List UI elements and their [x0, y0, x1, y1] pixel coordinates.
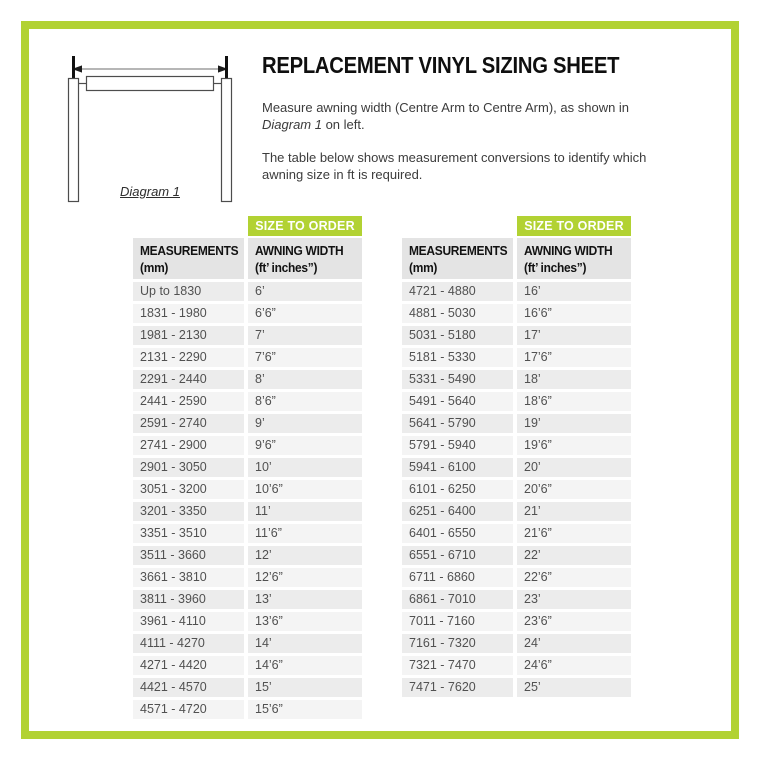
awning-width-cell: 17’: [517, 326, 631, 345]
measurement-mm-cell: 2741 - 2900: [133, 436, 244, 455]
measurement-mm-cell: 6711 - 6860: [402, 568, 513, 587]
table-row: [133, 678, 362, 697]
measurement-mm-cell: 3351 - 3510: [133, 524, 244, 543]
measurement-mm-cell: 4571 - 4720: [133, 700, 244, 719]
table-header-row: [133, 238, 362, 279]
awning-width-label: AWNING WIDTH: [255, 243, 344, 258]
measurement-mm-cell: 6101 - 6250: [402, 480, 513, 499]
table-row: [133, 524, 362, 543]
table-row: [133, 590, 362, 609]
awning-width-cell: 17’6”: [517, 348, 631, 367]
awning-width-cell: 21’: [517, 502, 631, 521]
awning-width-cell: 21’6”: [517, 524, 631, 543]
measurement-mm-cell: 7321 - 7470: [402, 656, 513, 675]
table-row: [133, 326, 362, 345]
awning-width-cell: 20’: [517, 458, 631, 477]
measurement-mm-cell: 1981 - 2130: [133, 326, 244, 345]
awning-width-cell: 16’6”: [517, 304, 631, 323]
table-row: [133, 568, 362, 587]
table-row: [402, 348, 631, 367]
table-row: [402, 502, 631, 521]
table-row: [402, 370, 631, 389]
awning-width-cell: 10’: [248, 458, 362, 477]
table-row: [402, 436, 631, 455]
measurement-mm-cell: 6551 - 6710: [402, 546, 513, 565]
measurement-mm-cell: 6251 - 6400: [402, 502, 513, 521]
awning-width-cell: 23’: [517, 590, 631, 609]
diagram-caption: Diagram 1: [120, 184, 180, 199]
awning-width-cell: 12’6”: [248, 568, 362, 587]
awning-width-cell: 16’: [517, 282, 631, 301]
description-line1: The table below shows measurement conversions to identify which: [262, 150, 647, 165]
measurement-mm-cell: 4881 - 5030: [402, 304, 513, 323]
table-body: [402, 282, 631, 697]
awning-width-cell: 23’6”: [517, 612, 631, 631]
measurement-mm-cell: 2131 - 2290: [133, 348, 244, 367]
intro-line2-rest: on left.: [321, 117, 365, 132]
awning-width-cell: 8’: [248, 370, 362, 389]
measurement-mm-cell: 4271 - 4420: [133, 656, 244, 675]
table-row: [133, 370, 362, 389]
description-line2: awning size in ft is required.: [262, 167, 423, 182]
table-row: [402, 480, 631, 499]
measurement-mm-cell: 6861 - 7010: [402, 590, 513, 609]
column-header-measurements: [402, 238, 513, 279]
awning-width-cell: 9’6”: [248, 436, 362, 455]
awning-width-label: AWNING WIDTH: [524, 243, 613, 258]
measurement-mm-cell: 5491 - 5640: [402, 392, 513, 411]
measurement-mm-cell: 5791 - 5940: [402, 436, 513, 455]
measurement-mm-cell: 2901 - 3050: [133, 458, 244, 477]
measurement-mm-cell: 6401 - 6550: [402, 524, 513, 543]
table-row: [133, 348, 362, 367]
table-description-paragraph: [262, 149, 732, 183]
awning-width-cell: 7’6”: [248, 348, 362, 367]
measurement-mm-cell: 4111 - 4270: [133, 634, 244, 653]
table-row: [133, 634, 362, 653]
awning-diagram: [60, 48, 240, 208]
table-row: [402, 282, 631, 301]
measurement-mm-cell: 2441 - 2590: [133, 392, 244, 411]
table-row: [133, 502, 362, 521]
measurement-mm-cell: 3051 - 3200: [133, 480, 244, 499]
awning-width-cell: 14’6”: [248, 656, 362, 675]
measurement-mm-cell: 5331 - 5490: [402, 370, 513, 389]
size-to-order-badge: SIZE TO ORDER: [248, 216, 362, 236]
awning-width-unit-label: (ft’ inches”): [524, 260, 587, 275]
awning-width-cell: 8’6”: [248, 392, 362, 411]
measurements-label: MEASUREMENTS: [140, 243, 239, 258]
intro-line1: Measure awning width (Centre Arm to Centre Arm), as shown in: [262, 100, 630, 115]
measurements-unit-label: (mm): [140, 260, 169, 275]
awning-width-cell: 19’6”: [517, 436, 631, 455]
diagram-reference: Diagram 1: [262, 117, 322, 132]
table-row: [402, 458, 631, 477]
awning-width-cell: 18’: [517, 370, 631, 389]
awning-width-cell: 9’: [248, 414, 362, 433]
column-header-awning-width: [248, 238, 362, 279]
awning-width-cell: 22’6”: [517, 568, 631, 587]
measurement-mm-cell: 7471 - 7620: [402, 678, 513, 697]
table-row: [402, 634, 631, 653]
table-row: [133, 546, 362, 565]
table-header-row: [402, 238, 631, 279]
table-row: [133, 282, 362, 301]
awning-width-cell: 15’6”: [248, 700, 362, 719]
awning-width-cell: 10’6”: [248, 480, 362, 499]
awning-width-cell: 14’: [248, 634, 362, 653]
measurement-mm-cell: 3961 - 4110: [133, 612, 244, 631]
measurements-unit-label: (mm): [409, 260, 438, 275]
awning-width-cell: 19’: [517, 414, 631, 433]
table-row: [402, 392, 631, 411]
table-row: [133, 458, 362, 477]
awning-width-cell: 6’: [248, 282, 362, 301]
awning-width-cell: 6’6”: [248, 304, 362, 323]
table-row: [402, 414, 631, 433]
awning-width-cell: 11’6”: [248, 524, 362, 543]
table-row: [402, 590, 631, 609]
table-row: [133, 436, 362, 455]
measurement-mm-cell: 4421 - 4570: [133, 678, 244, 697]
measurement-mm-cell: 1831 - 1980: [133, 304, 244, 323]
size-table-left: [133, 216, 362, 722]
measurement-mm-cell: 3201 - 3350: [133, 502, 244, 521]
measurement-mm-cell: 4721 - 4880: [402, 282, 513, 301]
measurement-mm-cell: 5941 - 6100: [402, 458, 513, 477]
table-row: [402, 326, 631, 345]
measurement-mm-cell: 3511 - 3660: [133, 546, 244, 565]
roller-tube: [87, 77, 214, 91]
awning-width-cell: 12’: [248, 546, 362, 565]
measurement-mm-cell: 7011 - 7160: [402, 612, 513, 631]
measurement-mm-cell: 3811 - 3960: [133, 590, 244, 609]
awning-width-cell: 24’6”: [517, 656, 631, 675]
measurement-mm-cell: 2291 - 2440: [133, 370, 244, 389]
awning-width-cell: 11’: [248, 502, 362, 521]
measurements-label: MEASUREMENTS: [409, 243, 508, 258]
measurement-mm-cell: 3661 - 3810: [133, 568, 244, 587]
awning-width-cell: 20’6”: [517, 480, 631, 499]
table-row: [402, 678, 631, 697]
table-row: [402, 568, 631, 587]
measurement-mm-cell: 2591 - 2740: [133, 414, 244, 433]
table-row: [402, 656, 631, 675]
awning-width-cell: 25’: [517, 678, 631, 697]
table-row: [133, 480, 362, 499]
measurement-mm-cell: 5031 - 5180: [402, 326, 513, 345]
page-title: REPLACEMENT VINYL SIZING SHEET: [262, 52, 620, 78]
column-header-awning-width: [517, 238, 631, 279]
size-table-right: [402, 216, 631, 700]
awning-width-cell: 13’6”: [248, 612, 362, 631]
awning-width-cell: 7’: [248, 326, 362, 345]
intro-paragraph: [262, 99, 732, 133]
text-column: [262, 52, 732, 183]
measurement-mm-cell: Up to 1830: [133, 282, 244, 301]
awning-width-cell: 13’: [248, 590, 362, 609]
measurement-mm-cell: 5641 - 5790: [402, 414, 513, 433]
measurement-mm-cell: 5181 - 5330: [402, 348, 513, 367]
table-body: [133, 282, 362, 719]
awning-width-cell: 15’: [248, 678, 362, 697]
awning-width-cell: 22’: [517, 546, 631, 565]
awning-width-unit-label: (ft’ inches”): [255, 260, 318, 275]
table-row: [402, 546, 631, 565]
table-row: [402, 524, 631, 543]
table-row: [133, 612, 362, 631]
awning-width-cell: 18’6”: [517, 392, 631, 411]
table-row: [133, 414, 362, 433]
table-row: [133, 304, 362, 323]
awning-width-cell: 24’: [517, 634, 631, 653]
table-row: [402, 612, 631, 631]
column-header-measurements: [133, 238, 244, 279]
size-to-order-badge: SIZE TO ORDER: [517, 216, 631, 236]
table-row: [133, 700, 362, 719]
table-row: [133, 392, 362, 411]
table-row: [133, 656, 362, 675]
table-row: [402, 304, 631, 323]
measurement-mm-cell: 7161 - 7320: [402, 634, 513, 653]
